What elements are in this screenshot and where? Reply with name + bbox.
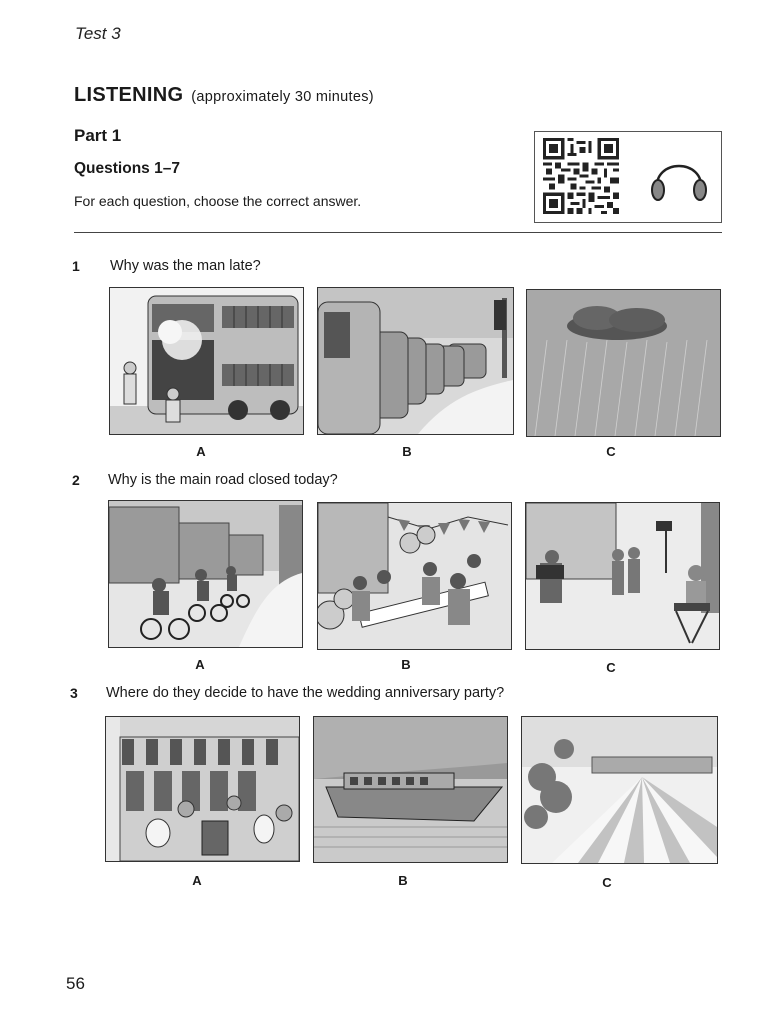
option-letter: C [602,875,612,890]
page-number: 56 [66,974,85,993]
questions-range: Questions 1–7 [74,160,180,177]
option-letter: A [192,873,202,888]
instructions: For each question, choose the correct answer. [74,193,362,209]
q2-option-a-picture[interactable] [108,500,303,648]
option-letter: B [401,657,411,672]
qr-code-icon[interactable] [543,138,619,214]
header-divider [74,232,722,233]
section-title [74,84,374,107]
question-number: 1 [72,258,80,274]
part-heading: Part 1 [74,126,122,145]
headphones-icon [647,148,711,208]
q2-option-c-picture[interactable] [525,502,720,650]
section-subtitle: (approximately 30 minutes) [191,89,374,105]
q2-option-b-picture[interactable] [317,502,512,650]
option-letter: A [195,657,205,672]
q1-option-c-picture[interactable] [526,289,721,437]
question-text: Where do they decide to have the wedding anniversary party? [106,685,505,701]
option-letter: A [196,444,206,459]
q1-option-b-picture[interactable] [317,287,514,435]
option-letter: B [402,444,412,459]
option-letter: C [606,444,616,459]
option-letter: B [398,873,408,888]
question-text: Why was the man late? [110,258,261,274]
option-letter: C [606,660,616,675]
question-text: Why is the main road closed today? [108,472,338,488]
audio-box [534,131,722,223]
test-label: Test 3 [75,24,121,43]
question-number: 2 [72,472,80,488]
section-title-text: LISTENING [74,84,184,106]
q3-option-a-picture[interactable] [105,716,300,862]
q3-option-c-picture[interactable] [521,716,718,864]
q3-option-b-picture[interactable] [313,716,508,863]
question-number: 3 [70,685,78,701]
q1-option-a-picture[interactable] [109,287,304,435]
